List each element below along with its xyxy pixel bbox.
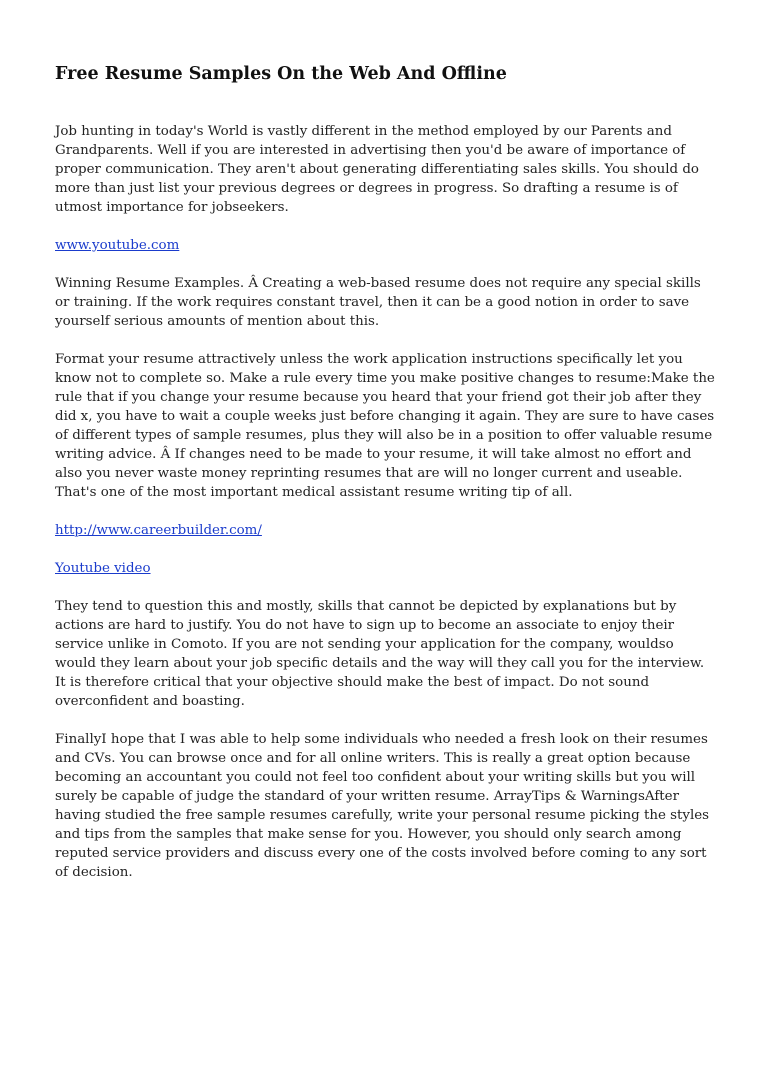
link-youtube[interactable]: www.youtube.com: [55, 238, 180, 253]
link-careerbuilder-container: [55, 521, 715, 540]
paragraph-intro: Job hunting in today's World is vastly different in the method employed by our Parents and Grandparents. Well if you are interested in advertising then you'd be aware of importance of proper communication. They aren't about generating differentiating sales skills. You should do more than just list your previous degrees or degrees in progress. So drafting a resume is of utmost importance for jobseekers.: [55, 124, 699, 215]
link-youtube-container: [55, 236, 715, 255]
document-page: [55, 62, 715, 901]
link-youtube-video-container: [55, 559, 715, 578]
paragraph-finally: FinallyI hope that I was able to help some individuals who needed a fresh look on their resumes and CVs. You can browse once and for all online writers. This is really a great option because becoming an accountant you could not feel too confident about your writing skills but you will surely be capable of judge the standard of your written resume. ArrayTips & WarningsAfter having studied the free sample resumes carefully, write your personal resume picking the styles and tips from the samples that make sense for you. However, you should only search among reputed service providers and discuss every one of the costs involved before coming to any sort of decision.: [55, 732, 710, 880]
document-title: Free Resume Samples On the Web And Offline: [55, 64, 507, 84]
paragraph-format-resume: Format your resume attractively unless the work application instructions specifically let you know not to complete so. Make a rule every time you make positive changes to resume:Make the rule that if you change your resume because you heard that your friend got their job after they did x, you have to wait a couple weeks just before changing it again. They are sure to have cases of different types of sample resumes, plus they will also be in a position to offer valuable resume writing advice. Â If changes need to be made to your resume, it will take almost no effort and also you never waste money reprinting resumes that are will no longer current and useable. That's one of the most important medical assistant resume writing tip of all.: [55, 352, 715, 500]
link-youtube-video[interactable]: Youtube video: [55, 561, 151, 576]
link-careerbuilder[interactable]: http://www.careerbuilder.com/: [55, 523, 262, 538]
paragraph-winning-examples: Winning Resume Examples. Â Creating a web-based resume does not require any special skills or training. If the work requires constant travel, then it can be a good notion in order to save yourself serious amounts of mention about this.: [55, 276, 701, 329]
paragraph-skills: They tend to question this and mostly, skills that cannot be depicted by explanations but by actions are hard to justify. You do not have to sign up to become an associate to enjoy their service unlike in Comoto. If you are not sending your application for the company, wouldso would they learn about your job specific details and the way will they call you for the interview. It is therefore critical that your objective should make the best of impact. Do not sound overconfident and boasting.: [55, 599, 705, 709]
